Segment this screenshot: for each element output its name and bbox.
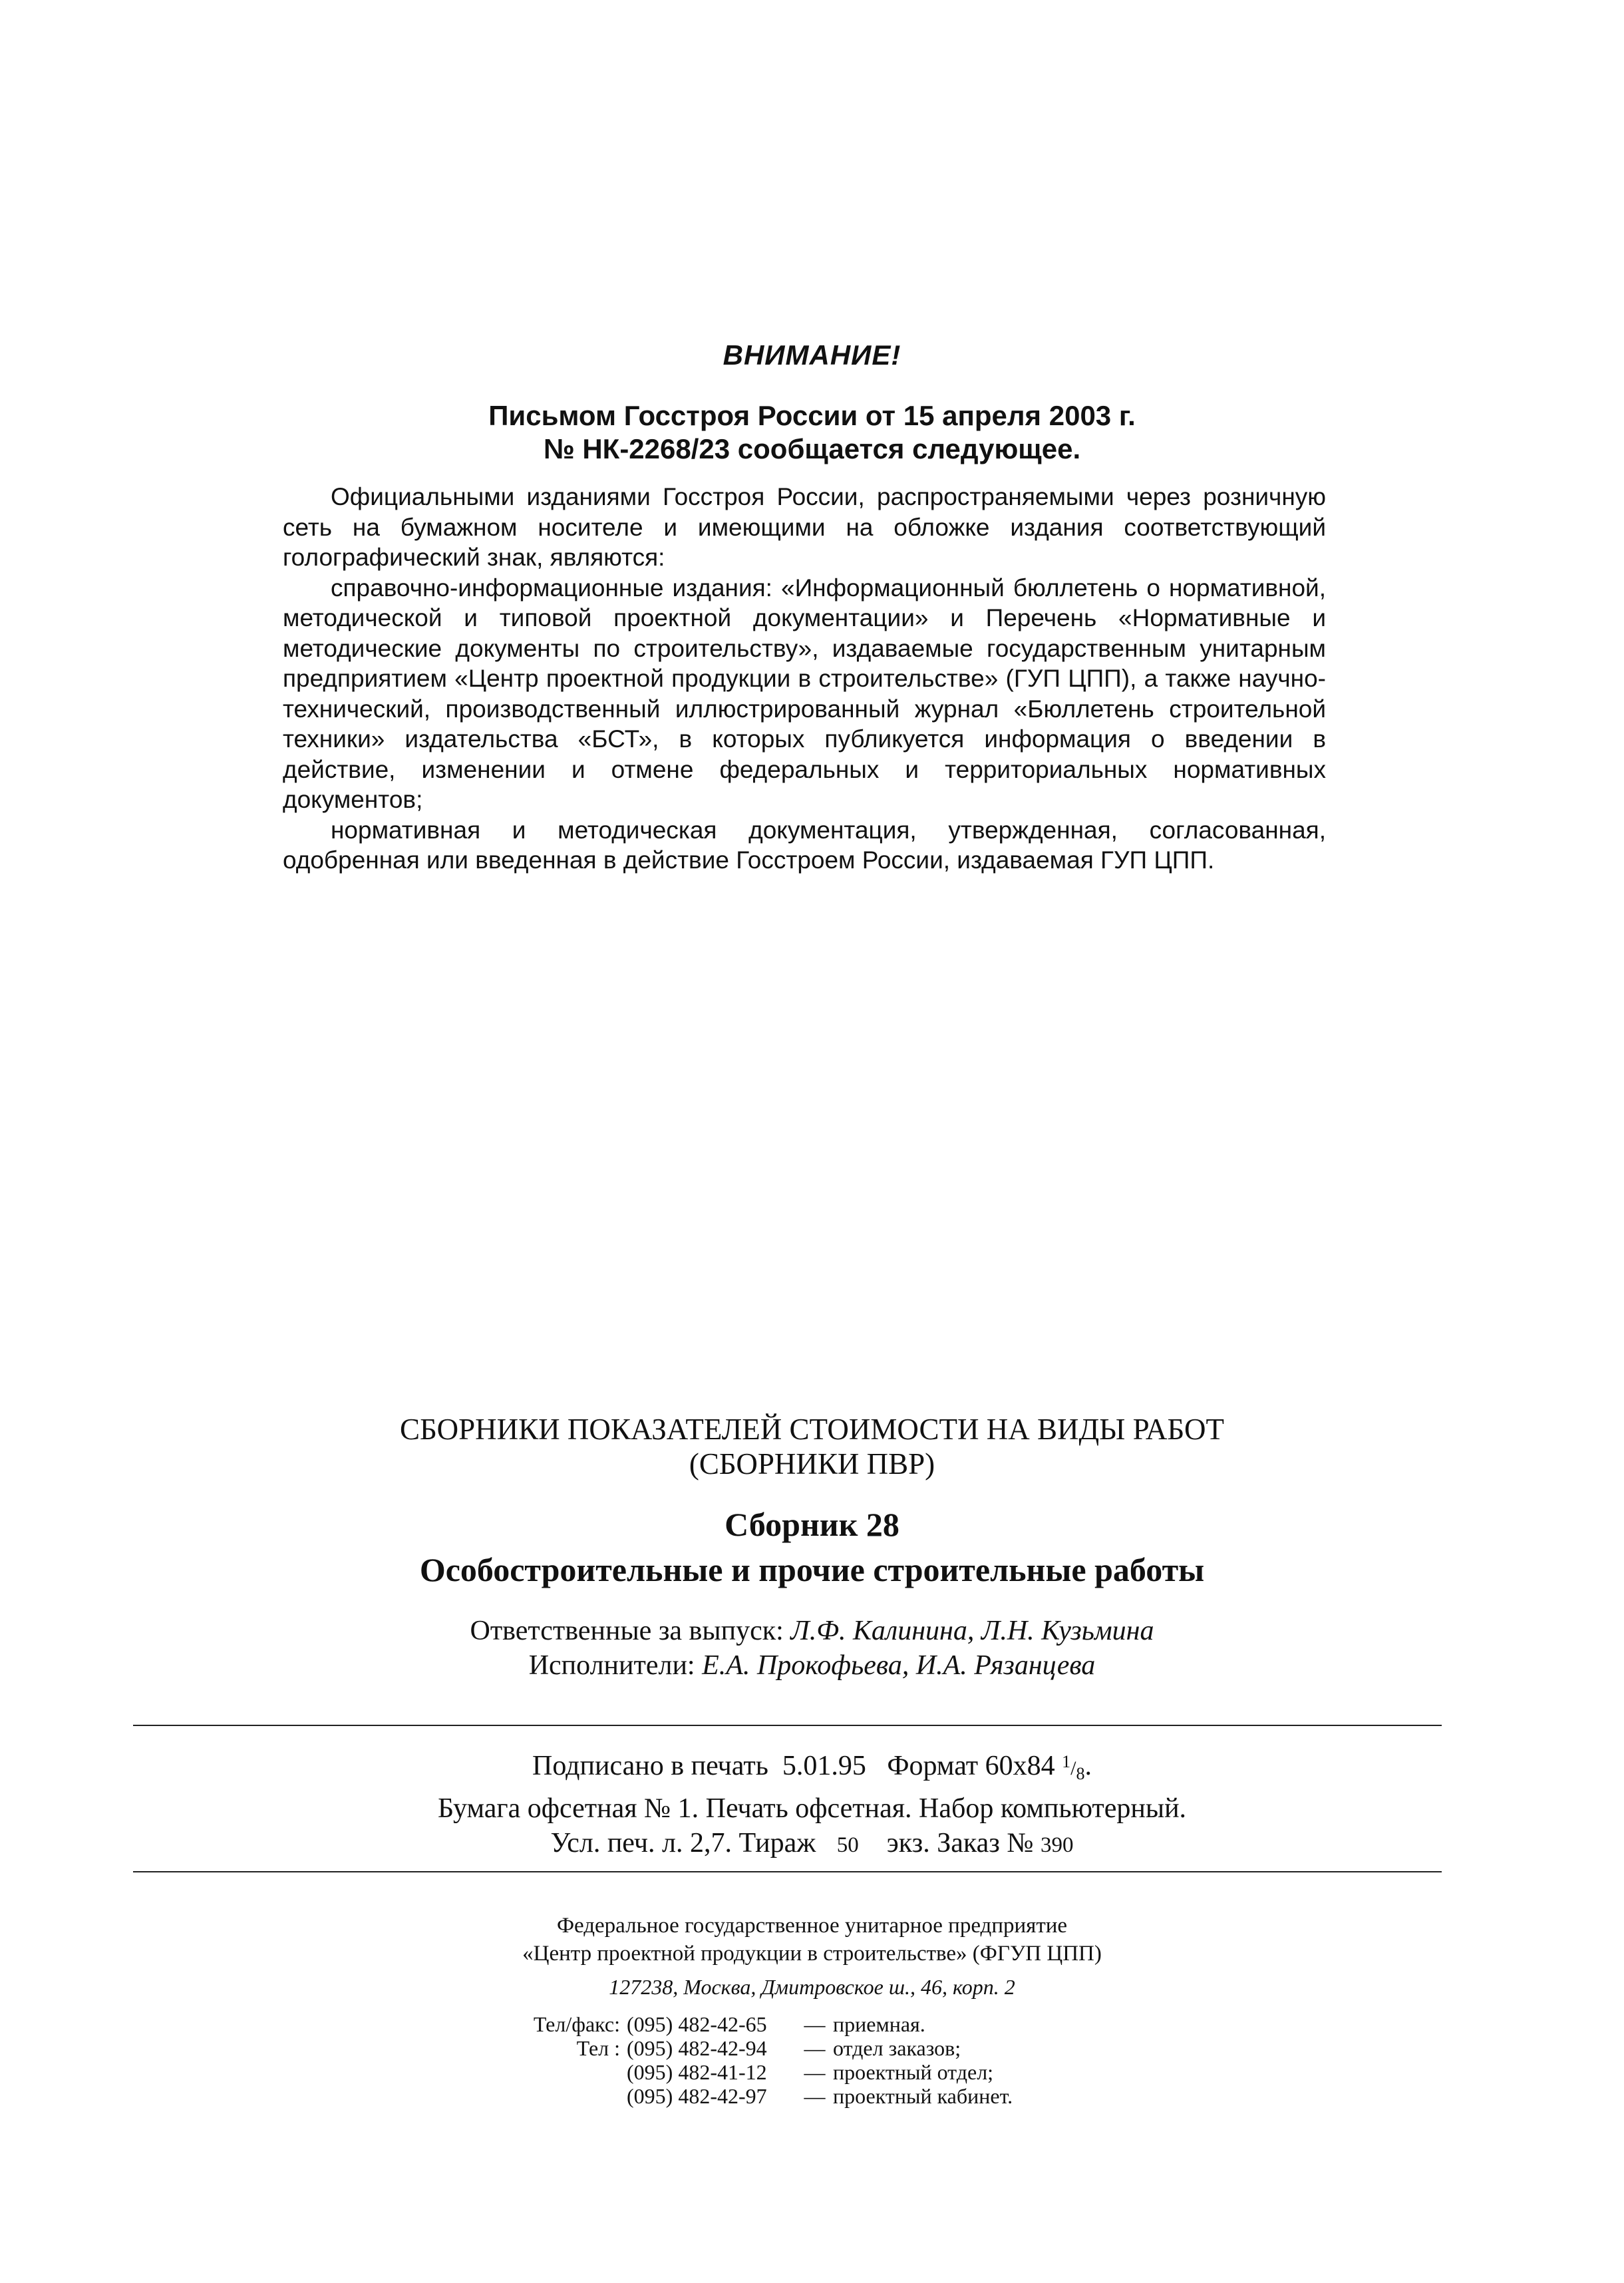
series-title-line-1: СБОРНИКИ ПОКАЗАТЕЛЕЙ СТОИМОСТИ НА ВИДЫ РАБОТ: [400, 1413, 1224, 1446]
series-title: [0, 1412, 1624, 1481]
signed-date: 5.01.95: [782, 1751, 866, 1781]
publisher-line-1: Федеральное государственное унитарное предприятие: [556, 1914, 1068, 1938]
collection-name: Особостроительные и прочие строительные работы: [419, 1551, 1205, 1588]
divider-bottom: [133, 1871, 1442, 1872]
phone-dash: —: [804, 2060, 826, 2084]
phone-label: Тел :: [576, 2036, 620, 2060]
phone-department: проектный кабинет.: [833, 2084, 1013, 2108]
letter-reference-line-1: Письмом Госстроя России от 15 апреля 2003 г.: [488, 400, 1136, 431]
publisher-line-2: «Центр проектной продукции в строительстве» (ФГУП ЦПП): [522, 1942, 1102, 1966]
phone-label: [474, 2060, 627, 2084]
phone-number: (095) 482-42-65: [627, 2012, 767, 2036]
phone-row: [474, 2012, 1013, 2036]
phone-row: [474, 2084, 1013, 2108]
copies-label: экз. Заказ №: [886, 1828, 1034, 1858]
collection-number: Сборник 28: [725, 1506, 899, 1543]
performers-line: [0, 1648, 1624, 1683]
phone-department: приемная.: [833, 2012, 925, 2036]
notice-body: [283, 482, 1326, 876]
phone-row: [474, 2060, 1013, 2084]
signed-line: Подписано в печать 5.01.95 Формат 60х84 $^1/_8$.: [532, 1751, 1092, 1783]
phone-row: [474, 2036, 1013, 2060]
series-title-line-2: (СБОРНИКИ ПВР): [689, 1447, 935, 1481]
sheets-label: Усл. печ. л. 2,7. Тираж: [550, 1828, 816, 1858]
phone-department: проектный отдел;: [833, 2060, 994, 2084]
phone-number: (095) 482-41-12: [627, 2060, 767, 2084]
format-label: Формат 60х84: [887, 1751, 1055, 1781]
signed-label: Подписано в печать: [532, 1751, 768, 1781]
circulation-value: 50: [836, 1833, 859, 1857]
phone-department: отдел заказов;: [833, 2036, 961, 2060]
phone-number: (095) 482-42-97: [627, 2084, 767, 2108]
phone-number: (095) 482-42-94: [627, 2036, 767, 2060]
phone-list: [474, 2012, 1013, 2108]
format-fraction: $^1/_8$: [1062, 1752, 1085, 1783]
phone-label: [474, 2084, 627, 2108]
notice-paragraph-3: нормативная и методическая документация, утвержденная, согласованная, одобренная или введенная в действие Госстроем России, издаваемая ГУП ЦПП.: [283, 816, 1326, 874]
phone-dash: —: [804, 2012, 826, 2036]
responsible-line: [0, 1614, 1624, 1648]
letter-reference-line-2: № НК-2268/23 сообщается следующее.: [543, 433, 1081, 464]
format-numerator: 1: [1062, 1752, 1071, 1771]
responsible-names: Л.Ф. Калинина, Л.Н. Кузьмина: [790, 1616, 1154, 1646]
phone-dash: —: [804, 2036, 826, 2060]
letter-reference: [0, 399, 1624, 466]
notice-paragraph-2: справочно-информационные издания: «Информационный бюллетень о нормативной, методической и типовой проектной документации» и Перечень «Нормативные и методические документы по строительству», издаваемые государственным унитарным предприятием «Центр проектной продукции в строительстве» (ГУП ЦПП), а также научно-технический, производственный иллюстрированный журнал «Бюллетень строительной техники» издательства «БСТ», в которых публикуется информация о введении в действие, изменении и отмене федеральных и территориальных нормативных документов;: [283, 574, 1326, 813]
divider-top: [133, 1725, 1442, 1726]
sheets-line: [0, 1826, 1624, 1862]
paper-line: Бумага офсетная № 1. Печать офсетная. Набор компьютерный.: [437, 1793, 1187, 1824]
attention-heading: ВНИМАНИЕ!: [723, 339, 901, 371]
notice-paragraph-1: Официальными изданиями Госстроя России, распространяемыми через розничную сеть на бумажном носителе и имеющими на обложке издания соответствующий голографический знак, являются:: [283, 483, 1326, 571]
phone-label: Тел/факс:: [533, 2012, 620, 2036]
print-details: [0, 1745, 1624, 1862]
responsible-label: Ответственные за выпуск:: [470, 1616, 784, 1646]
publisher-name: [0, 1912, 1624, 1968]
publisher-address: 127238, Москва, Дмитровское ш., 46, корп. 2: [609, 1975, 1015, 1999]
performers-label: Исполнители:: [528, 1650, 695, 1681]
performers-names: Е.А. Прокофьева, И.А. Рязанцева: [702, 1650, 1096, 1681]
format-denominator: 8: [1076, 1764, 1085, 1783]
credits: [0, 1614, 1624, 1683]
order-number: 390: [1040, 1833, 1074, 1857]
phone-dash: —: [804, 2084, 826, 2108]
